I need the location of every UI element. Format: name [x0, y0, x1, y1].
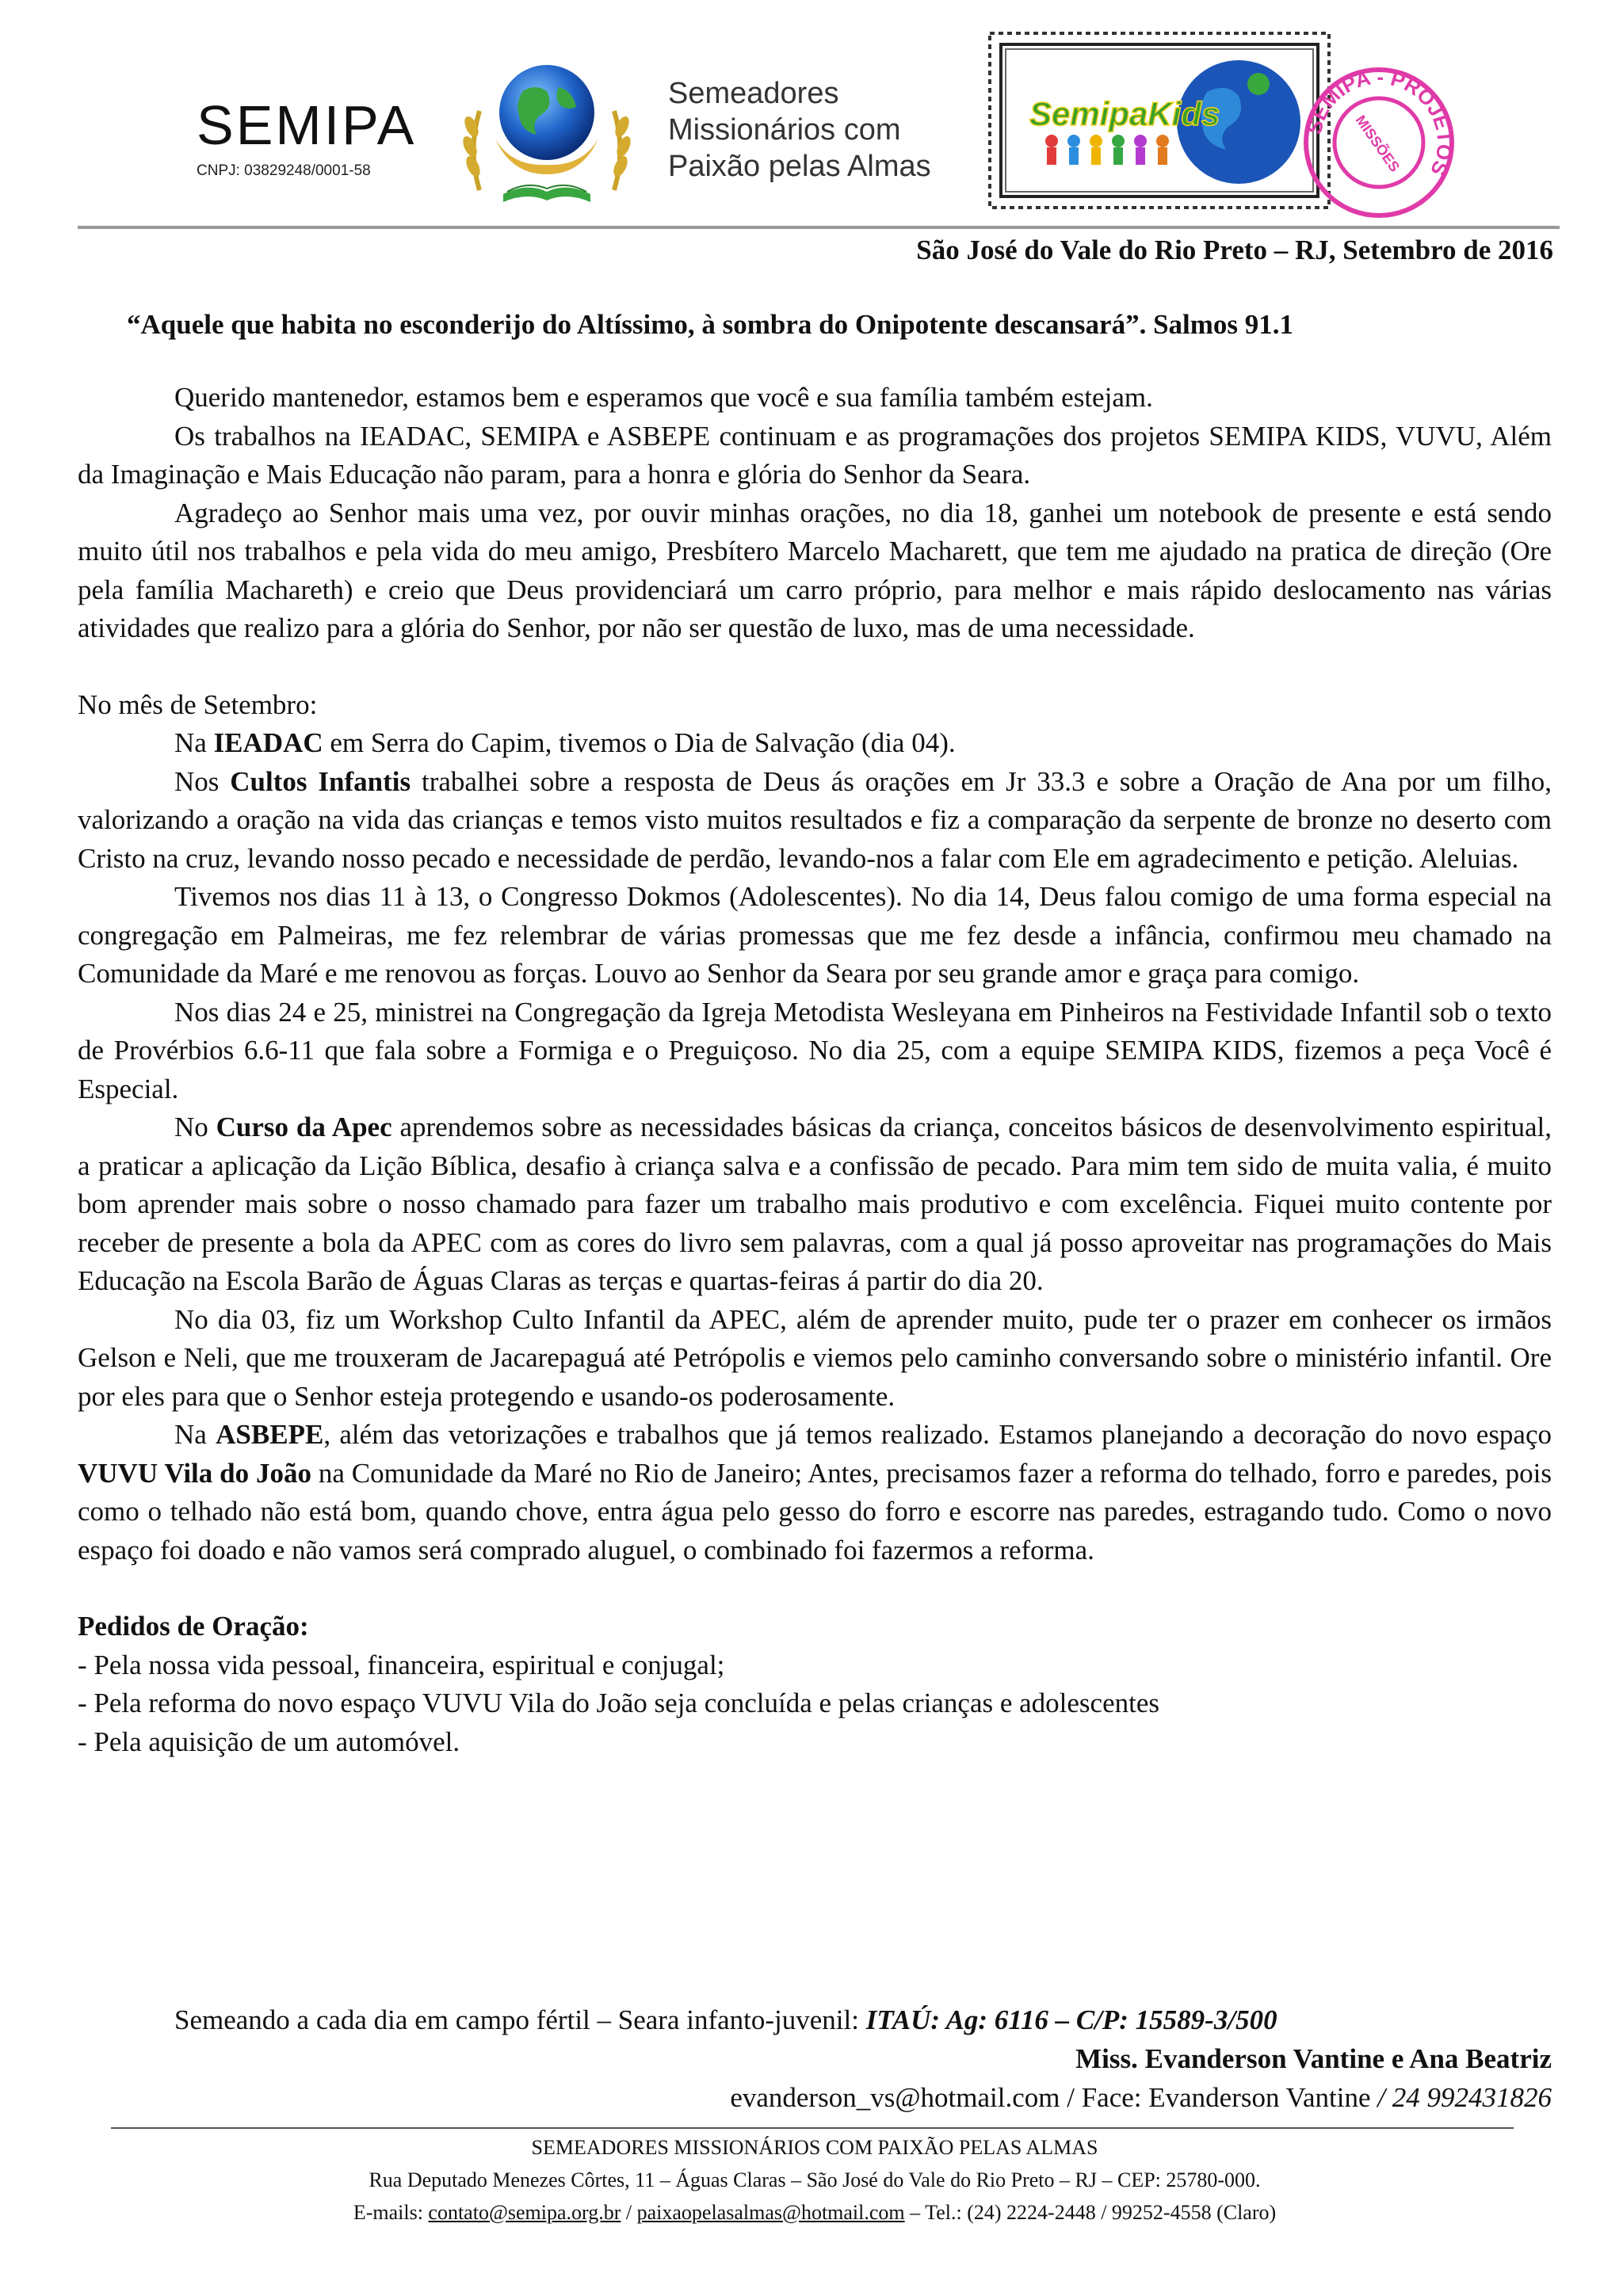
bank-info: ITAÚ: Ag: 6116 – C/P: 15589-3/500: [865, 2004, 1277, 2035]
paragraph-cultos-infantis: [78, 763, 1552, 879]
email-separator: /: [621, 2201, 637, 2224]
email-link[interactable]: paixaopelasalmas@hotmail.com: [636, 2201, 905, 2224]
phone-text: / 24 992431826: [1377, 2082, 1552, 2113]
org-name-line: Paixão pelas Almas: [668, 150, 931, 183]
closing-line: [78, 2000, 1552, 2039]
paragraph-congresso: Tivemos nos dias 11 à 13, o Congresso Dokmos (Adolescentes). No dia 14, Deus falou comigo de uma forma especial na congregação em Palmeiras, me fez relembrar de várias promessas que me fez desde a infância, confirmou meu chamado na Comunidade da Maré e me renovou as forças. Louvo ao Senhor da Seara por seu grande amor e graça para comigo.: [78, 881, 1552, 989]
footer-org-name: SEMEADORES MISSIONÁRIOS COM PAIXÃO PELAS ALMAS: [531, 2136, 1098, 2159]
paragraph-ieadac: [78, 724, 1552, 763]
round-stamp-inner-text: MISSÕES: [1352, 112, 1403, 175]
paragraph-gap: [78, 648, 1552, 686]
bold-run: IEADAC: [213, 727, 323, 758]
paragraph-festividade: Nos dias 24 e 25, ministrei na Congregação da Igreja Metodista Wesleyana em Pinheiros na Festividade Infantil sob o texto de Provérbios 6.6-11 que fala sobre a Formiga e o Preguiçoso. No dia 25, com a equipe SEMIPA KIDS, fizemos a peça Você é Especial.: [78, 996, 1552, 1104]
page-footer: [78, 2131, 1552, 2229]
text-run: No: [174, 1112, 216, 1142]
paragraph-thanks: Agradeço ao Senhor mais uma vez, por ouvir minhas orações, no dia 18, ganhei um notebook de presente e está sendo muito útil nos trabalhos e pela vida do meu amigo, Presbítero Marcelo Macharett, que tem me ajudado na pratica de direção (Ore pela família Machareth) e creio que Deus providenciará um carro próprio, para melhor e mais rápido deslocamento nas várias atividades que realizo para a glória do Senhor, por não ser questão de luxo, mas de uma necessidade.: [78, 497, 1552, 643]
semipa-logo-text: SEMIPA: [197, 94, 417, 156]
paragraph-asbepe: [78, 1416, 1552, 1569]
paragraph-workshop: No dia 03, fiz um Workshop Culto Infantil da APEC, além de aprender muito, pude ter o prazer em conhecer os irmãos Gelson e Neli, que me trouxeram de Jacarepaguá até Petrópolis e viemos pelo caminho conversando sobre o ministério infantil. Ore por eles para que o Senhor esteja protegendo e usando-os poderosamente.: [78, 1303, 1552, 1412]
paragraph-gap: [78, 1569, 1552, 1608]
prayer-item: - Pela reforma do novo espaço VUVU Vila do João seja concluída e pelas crianças e adolescentes: [78, 1688, 1159, 1718]
month-heading: No mês de Setembro:: [78, 688, 318, 720]
semipa-projetos-round-stamp-icon: [1300, 63, 1458, 222]
text-run: aprendemos sobre as necessidades básicas da criança, conceitos básicos de desenvolvimento espiritual, a praticar a aplicação da Lição Bíblica, desafio à criança salva e a confissão de pecado. Para mim tem sido de muita valia, é muito bom aprender mais sobre o nosso chamado para fazer um trabalho mais produtivo e com excelência. Fiquei muito contente por receber de presente a bola da APEC com as cores do livro sem palavras, com a qual já posso aproveitar nas programações do Mais Educação na Escola Barão de Águas Claras as terças e quartas-feiras á partir do dia 20.: [78, 1112, 1552, 1296]
contact-text: evanderson_vs@hotmail.com / Face: Evanderson Vantine: [730, 2082, 1378, 2113]
signature-line: [78, 2039, 1552, 2078]
org-full-name: [668, 75, 931, 185]
letter-date: São José do Vale do Rio Preto – RJ, Setembro de 2016: [916, 235, 1553, 265]
bold-run: Cultos Infantis: [230, 765, 411, 797]
text-run: trabalhei sobre a resposta de Deus ás orações em Jr 33.3 e sobre a Oração de Ana por um filho, valorizando a oração na vida das crianças e temos visto muitos resultados e fiz a comparação da serpente de bronze no deserto com Cristo na cruz, levando nosso pecado e necessidade de perdão, levando-nos a falar com Ele em agradecimento e petição. Aleluias.: [78, 765, 1552, 874]
footer-divider: [111, 2127, 1514, 2129]
text-run: em Serra do Capim, tivemos o Dia de Salvação (dia 04).: [323, 727, 956, 758]
signature: Miss. Evanderson Vantine e Ana Beatriz: [1075, 2043, 1552, 2074]
text-run: , além das vetorizações e trabalhos que já temos realizado. Estamos planejando a decoração do novo espaço: [323, 1419, 1552, 1450]
cnpj-text: CNPJ: 03829248/0001-58: [197, 162, 371, 179]
emails-label: E-mails:: [353, 2201, 429, 2224]
footer-address: Rua Deputado Menezes Côrtes, 11 – Águas Claras – São José do Vale do Rio Preto – RJ – CEP: 25780-000.: [369, 2168, 1261, 2191]
text-run: Na: [174, 727, 214, 758]
paragraph-works: Os trabalhos na IEADAC, SEMIPA e ASBEPE continuam e as programações dos projetos SEMIPA KIDS, VUVU, Além da Imaginação e Mais Educação não param, para a honra e glória do Senhor da Seara.: [78, 420, 1552, 490]
paragraph-greeting: Querido mantenedor, estamos bem e esperamos que você e sua família também estejam.: [174, 382, 1153, 413]
letter-closing: [78, 2000, 1552, 2117]
paragraph-curso-apec: [78, 1108, 1552, 1301]
bold-run: ASBEPE: [216, 1419, 324, 1450]
bold-run: Curso da Apec: [216, 1112, 392, 1142]
email-link[interactable]: contato@semipa.org.br: [428, 2201, 621, 2224]
bold-run: Pedidos de Oração:: [78, 1611, 309, 1642]
telephone-text: – Tel.: (24) 2224-2448 / 99252-4558 (Claro): [904, 2201, 1277, 2224]
contact-line: [78, 2078, 1552, 2117]
globe-hands-logo-icon: [448, 55, 646, 214]
org-name-line: Missionários com: [668, 113, 901, 147]
prayer-item: - Pela aquisição de um automóvel.: [78, 1726, 460, 1757]
text-run: Nos: [174, 765, 231, 797]
text-run: Na: [174, 1419, 216, 1450]
letter-body: [78, 379, 1552, 1761]
text-run: na Comunidade da Maré no Rio de Janeiro; Antes, precisamos fazer a reforma do telhado, forro e paredes, pois como o telhado não está bom, quando chove, entra água pelo gesso do forro e escorre nas paredes, estragando tudo. Como o novo espaço foi doado e não vamos será comprado aluguel, o combinado foi fazermos a reforma.: [78, 1457, 1552, 1566]
org-name-line: Semeadores: [668, 77, 839, 110]
semipakids-text: SemipaKids: [1029, 95, 1220, 132]
prayer-heading: [78, 1608, 1552, 1646]
epigraph-quote: “Aquele que habita no esconderijo do Altíssimo, à sombra do Onipotente descansará”. Salmos 91.1: [127, 309, 1294, 340]
semipakids-stamp-logo-icon: [985, 29, 1334, 212]
bold-run: VUVU Vila do João: [78, 1457, 311, 1489]
round-stamp-text: SEMIPA - PROJETOS: [1301, 64, 1457, 180]
svg-text:SEMIPA - PROJETOS: [1302, 65, 1457, 179]
header-divider: [78, 226, 1560, 229]
prayer-item: - Pela nossa vida pessoal, financeira, espiritual e conjugal;: [78, 1649, 725, 1680]
footer-contacts: [78, 2196, 1552, 2229]
closing-text: Semeando a cada dia em campo fértil – Seara infanto-juvenil:: [174, 2004, 866, 2035]
